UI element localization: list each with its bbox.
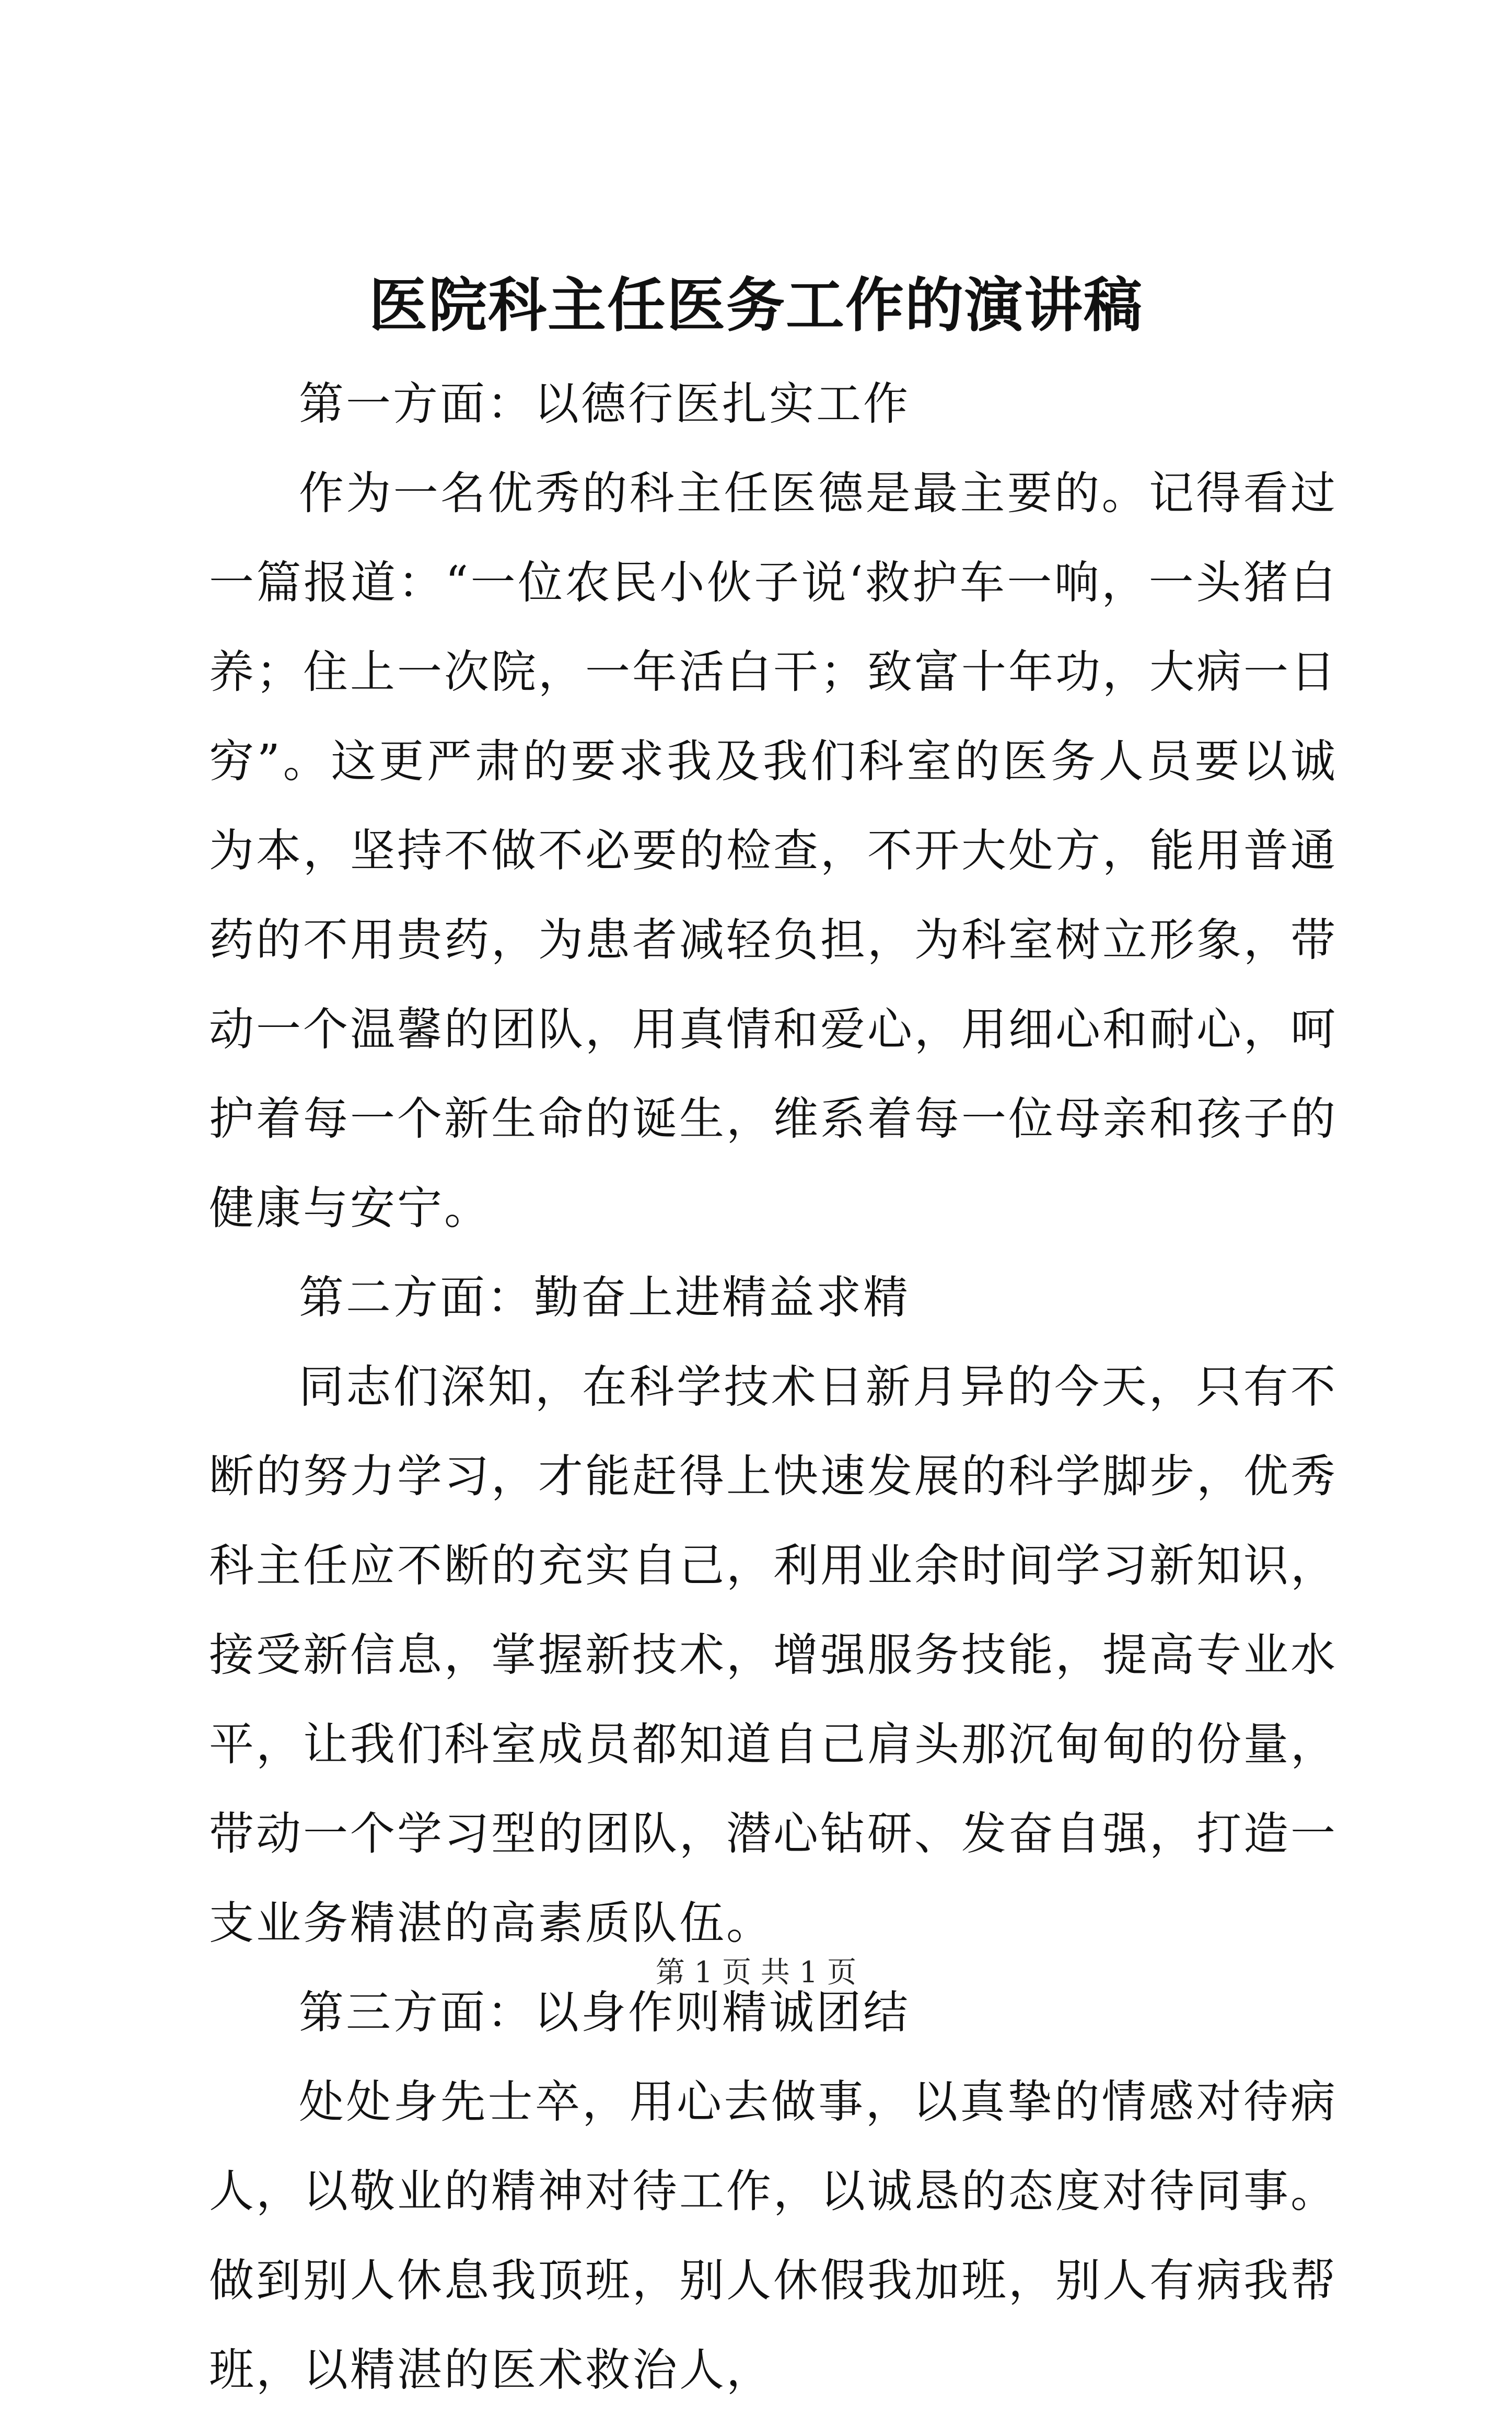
section-paragraph-3: 处处身先士卒，用心去做事，以真挚的情感对待病人，以敬业的精神对待工作，以诚恳的态度对待同事。做到别人休息我顶班，别人休假我加班，别人有病我帮班，以精湛的医术救治人，: [209, 2076, 1337, 2396]
document-title: 医院科主任医务工作的演讲稿: [369, 271, 1143, 340]
page-footer: 第 1 页 共 1 页: [655, 1956, 857, 1990]
section-paragraph-1: 作为一名优秀的科主任医德是最主要的。记得看过一篇报道：“一位农民小伙子说‘救护车一响，一头猪白养；住上一次院，一年活白干；致富十年功，大病一日穷”。这更严肃的要求我及我们科室的医务人员要以诚为本，坚持不做不必要的检查，不开大处方，能用普通药的不用贵药，为患者减轻负担，为科室树立形象，带动一个温馨的团队，用真情和爱心，用细心和耐心，呵护着每一个新生命的诞生，维系着每一位母亲和孩子的健康与安宁。: [209, 467, 1337, 1234]
document-body: [209, 360, 1337, 2415]
section-heading-1: 第一方面：以德行医扎实工作: [299, 378, 910, 430]
section-heading-3: 第三方面：以身作则精诚团结: [299, 1986, 910, 2039]
section-paragraph-2: 同志们深知，在科学技术日新月异的今天，只有不断的努力学习，才能赶得上快速发展的科学脚步，优秀科主任应不断的充实自己，利用业余时间学习新知识，接受新信息，掌握新技术，增强服务技能，提高专业水平，让我们科室成员都知道自己肩头那沉甸甸的份量，带动一个学习型的团队，潜心钻研、发奋自强，打造一支业务精湛的高素质队伍。: [209, 1361, 1337, 1949]
section-heading-2: 第二方面：勤奋上进精益求精: [299, 1272, 910, 1324]
